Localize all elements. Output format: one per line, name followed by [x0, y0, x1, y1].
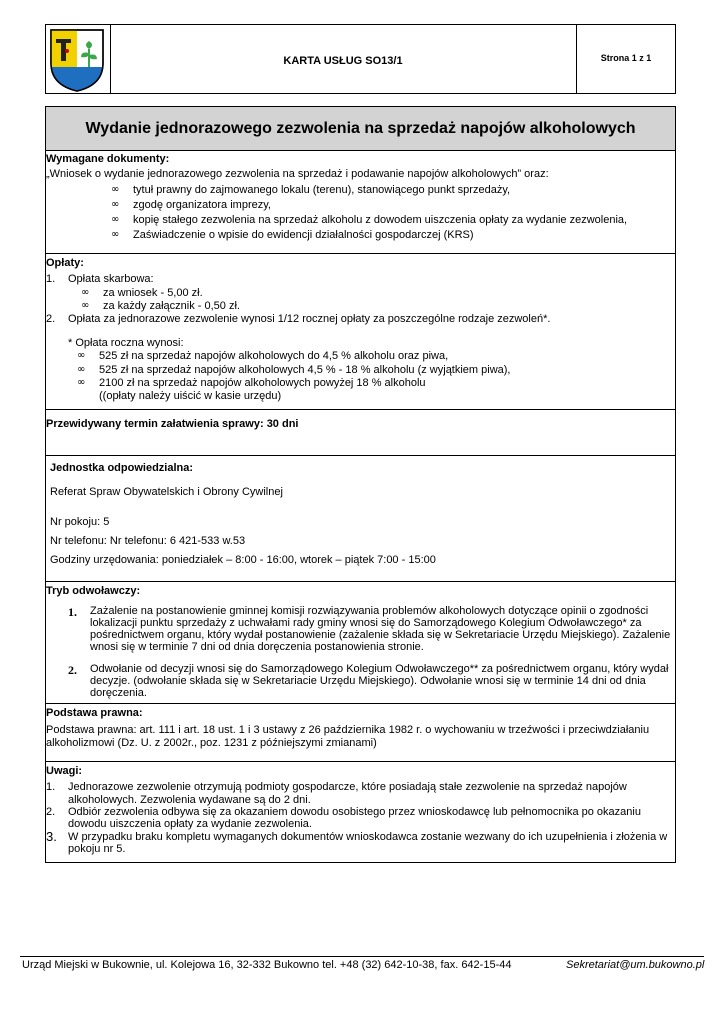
fee-number: 2. [46, 313, 56, 325]
page-info: Strona 1 z 1 [600, 53, 652, 63]
appeal-number: 1. [68, 605, 77, 619]
footer-divider [20, 956, 704, 957]
appeal-line: doręczenia. [90, 687, 147, 699]
fee-number: 1. [46, 273, 56, 285]
fee-item: Opłata skarbowa: [68, 273, 154, 285]
annual-fee-note: ((opłaty należy uiścić w kasie urzędu) [99, 390, 282, 402]
appeal-line: Zażalenie na postanowienie gminnej komisji rozwiązywania problemów alkoholowych dotyczące opinii o zgodności [90, 605, 649, 617]
bullet-icon: ∞ [77, 350, 86, 361]
appeal-number: 2. [68, 663, 77, 677]
unit-phone: Nr telefonu: Nr telefonu: 6 421-533 w.53 [50, 535, 246, 547]
annual-fee-item: 525 zł na sprzedaż napojów alkoholowych do 4,5 % alkoholu oraz piwa, [99, 350, 449, 362]
annual-fee-heading: * Opłata roczna wynosi: [68, 337, 184, 349]
note-line: Jednorazowe zezwolenie otrzymują podmioty gospodarcze, które posiadają stałe zezwolenie na sprzedaż napojów [68, 781, 627, 793]
fee-item: Opłata za jednorazowe zezwolenie wynosi 1/12 rocznej opłaty za poszczególne rodzaje zezwoleń*. [68, 313, 551, 325]
appeal-line: pośrednictwem organu, który wydał postanowienie (zażalenie składa się w Sekretariacie Urzędu Miejskiego). Zażalenie [90, 629, 671, 641]
page-title: Wydanie jednorazowego zezwolenia na sprzedaż napojów alkoholowych [85, 120, 636, 137]
note-number: 3. [46, 829, 57, 844]
note-number: 1. [46, 781, 56, 793]
legal-heading: Podstawa prawna: [46, 707, 143, 719]
notes-heading: Uwagi: [46, 765, 83, 777]
legal-line: Podstawa prawna: art. 111 i art. 18 ust. 1 i 3 ustawy z 26 października 1982 r. o wychowaniu w trzeźwości i przeciwdziałaniu [46, 724, 650, 736]
bullet-icon: ∞ [111, 184, 120, 195]
list-item: Zaświadczenie o wpisie do ewidencji działalności gospodarczej (KRS) [133, 229, 474, 241]
fee-subitem: za każdy załącznik - 0,50 zł. [103, 300, 240, 312]
coat-of-arms-logo [47, 27, 107, 93]
appeal-line: lokalizacji punktu sprzedaży z uchwałami rady gminy wnosi się do Samorządowego Kolegium Odwoławczego* za [90, 617, 642, 629]
list-item: kopię stałego zezwolenia na sprzedaż alkoholu z dowodem uiszczenia opłaty za wydanie zezwolenia, [133, 214, 628, 226]
footer-email[interactable]: Sekretariat@um.bukowno.pl [566, 959, 705, 971]
list-item: tytuł prawny do zajmowanego lokalu (terenu), stanowiącego punkt sprzedaży, [133, 184, 511, 196]
bullet-icon: ∞ [111, 214, 120, 225]
bullet-icon: ∞ [81, 300, 90, 311]
footer-address: Urząd Miejski w Bukownie, ul. Kolejowa 16, 32-332 Bukowno tel. +48 (32) 642-10-38, fax. 642-15-44 [22, 959, 512, 971]
note-line: pokoju nr 5. [68, 843, 126, 855]
appeal-line: decyzje. (odwołanie składa się w Sekretariacie Urzędu Miejskiego). Odwołanie wnosi się w terminie 14 dni od dnia [90, 675, 646, 687]
unit-hours: Godziny urzędowania: poniedziałek – 8:00 - 16:00, wtorek – piątek 7:00 - 15:00 [50, 554, 436, 566]
bullet-icon: ∞ [77, 377, 86, 388]
legal-line: alkoholizmowi (Dz. U. z 2002r., poz. 1231 z późniejszymi zmianami) [46, 737, 377, 749]
appeal-line: wnosi się w terminie 7 dni od dnia doręczenia postanowienia stronie. [90, 641, 424, 653]
fee-subitem: za wniosek - 5,00 zł. [103, 287, 203, 299]
documents-intro: „Wniosek o wydanie jednorazowego zezwolenia na sprzedaż i podawanie napojów alkoholowych” oraz: [46, 168, 549, 180]
note-number: 2. [46, 806, 56, 818]
note-line: dowodu uiszczenia opłaty za wydanie zezwolenia. [68, 818, 312, 830]
appeal-line: Odwołanie od decyzji wnosi się do Samorządowego Kolegium Odwoławczego** za pośrednictwem organu, który wydał [90, 663, 669, 675]
bullet-icon: ∞ [81, 287, 90, 298]
appeal-heading: Tryb odwoławczy: [46, 585, 141, 597]
unit-name: Referat Spraw Obywatelskich i Obrony Cywilnej [50, 486, 283, 498]
note-line: alkoholowych. Zezwolenia wydawane są do 2 dni. [68, 794, 311, 806]
bullet-icon: ∞ [77, 364, 86, 375]
fees-heading: Opłaty: [46, 257, 84, 269]
unit-room: Nr pokoju: 5 [50, 516, 110, 528]
bullet-icon: ∞ [111, 229, 120, 240]
list-item: zgodę organizatora imprezy, [133, 199, 271, 211]
bullet-icon: ∞ [111, 199, 120, 210]
card-title: KARTA USŁUG SO13/1 [283, 55, 403, 67]
processing-term: Przewidywany termin załatwienia sprawy: 30 dni [46, 418, 299, 430]
annual-fee-item: 525 zł na sprzedaż napojów alkoholowych 4,5 % - 18 % alkoholu (z wyjątkiem piwa), [99, 364, 511, 376]
unit-heading: Jednostka odpowiedzialna: [50, 462, 194, 474]
annual-fee-item: 2100 zł na sprzedaż napojów alkoholowych powyżej 18 % alkoholu [99, 377, 426, 389]
documents-heading: Wymagane dokumenty: [46, 153, 170, 165]
note-line: Odbiór zezwolenia odbywa się za okazaniem dowodu osobistego przez wnioskodawcę lub pełnomocnika po okazaniu [68, 806, 641, 818]
note-line: W przypadku braku kompletu wymaganych dokumentów wnioskodawca zostanie wezwany do ich uzupełnienia i złożenia w [68, 831, 668, 843]
